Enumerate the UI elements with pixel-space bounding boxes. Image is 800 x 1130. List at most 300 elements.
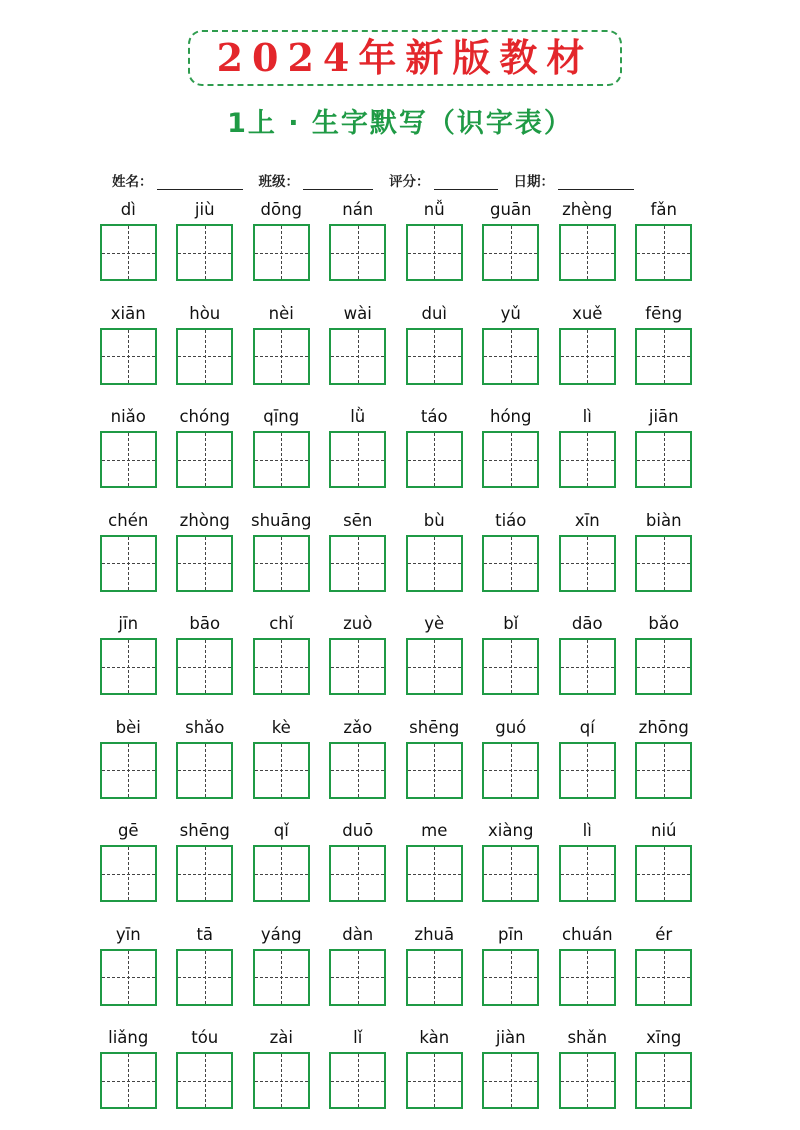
box-vertical-guide (434, 744, 435, 797)
box-vertical-guide (434, 537, 435, 590)
character-grid (100, 196, 700, 1128)
character-cell (177, 1024, 254, 1128)
writing-box[interactable] (482, 949, 539, 1006)
character-cell (636, 714, 713, 818)
box-vertical-guide (128, 1054, 129, 1107)
character-cell (330, 196, 407, 300)
writing-box[interactable] (482, 224, 539, 281)
box-vertical-guide (205, 226, 206, 279)
writing-box[interactable] (482, 431, 539, 488)
grid-row (100, 507, 700, 611)
character-cell (483, 300, 560, 404)
character-cell (406, 1024, 483, 1128)
writing-box[interactable] (253, 431, 310, 488)
character-cell (330, 300, 407, 404)
banner-title: 2024年新版教材 (216, 35, 594, 80)
box-vertical-guide (434, 330, 435, 383)
pinyin-label: lǐ (353, 1028, 363, 1047)
character-cell (483, 196, 560, 300)
pinyin-label: chóng (179, 407, 231, 426)
character-cell (406, 196, 483, 300)
writing-box[interactable] (482, 1052, 539, 1109)
pinyin-label: fǎn (650, 200, 677, 219)
pinyin-label: tiáo (495, 510, 527, 530)
box-vertical-guide (511, 951, 512, 1004)
box-vertical-guide (511, 640, 512, 693)
character-cell (330, 921, 407, 1025)
character-cell (100, 403, 177, 507)
character-cell (636, 610, 713, 714)
box-vertical-guide (664, 1054, 665, 1107)
title-banner (188, 30, 622, 86)
writing-box[interactable] (406, 431, 463, 488)
writing-box[interactable] (100, 224, 157, 281)
class-blank-line (303, 175, 373, 190)
writing-box[interactable] (253, 328, 310, 385)
writing-box[interactable] (253, 949, 310, 1006)
writing-box[interactable] (406, 845, 463, 902)
box-vertical-guide (664, 537, 665, 590)
pinyin-label: jiān (648, 407, 679, 426)
writing-box[interactable] (482, 845, 539, 902)
character-cell (100, 714, 177, 818)
box-vertical-guide (358, 226, 359, 279)
box-vertical-guide (587, 951, 588, 1004)
writing-box[interactable] (100, 431, 157, 488)
box-vertical-guide (205, 640, 206, 693)
grid-row (100, 1024, 700, 1128)
writing-box[interactable] (559, 1052, 616, 1109)
box-vertical-guide (587, 847, 588, 900)
pinyin-label: me (421, 821, 448, 840)
pinyin-label: dì (120, 200, 136, 219)
pinyin-label: xiān (110, 303, 146, 323)
character-cell (330, 507, 407, 611)
name-field (112, 170, 243, 190)
box-vertical-guide (358, 744, 359, 797)
date-field (514, 170, 635, 190)
pinyin-label: shēng (179, 821, 230, 840)
pinyin-label: bāo (189, 614, 221, 633)
writing-box[interactable] (635, 328, 692, 385)
character-cell (330, 1024, 407, 1128)
pinyin-label: nèi (268, 303, 294, 323)
box-vertical-guide (205, 330, 206, 383)
writing-box[interactable] (482, 742, 539, 799)
pinyin-label: tā (196, 924, 214, 944)
box-vertical-guide (511, 847, 512, 900)
box-vertical-guide (434, 640, 435, 693)
class-label: 班级： (258, 174, 299, 190)
box-vertical-guide (128, 847, 129, 900)
character-cell (636, 1024, 713, 1128)
character-cell (559, 1024, 636, 1128)
box-vertical-guide (664, 226, 665, 279)
pinyin-label: yīn (115, 924, 141, 944)
box-vertical-guide (664, 640, 665, 693)
pinyin-label: pīn (497, 924, 524, 944)
writing-box[interactable] (329, 949, 386, 1006)
character-cell (177, 817, 254, 921)
pinyin-label: zhòng (179, 510, 230, 530)
box-vertical-guide (358, 847, 359, 900)
writing-box[interactable] (253, 742, 310, 799)
writing-box[interactable] (100, 949, 157, 1006)
box-vertical-guide (434, 226, 435, 279)
date-blank-line (558, 175, 634, 190)
box-vertical-guide (511, 537, 512, 590)
box-vertical-guide (358, 640, 359, 693)
pinyin-label: xiàng (488, 821, 534, 840)
character-cell (253, 817, 330, 921)
writing-box[interactable] (406, 1052, 463, 1109)
writing-box[interactable] (176, 535, 233, 592)
character-cell (177, 921, 254, 1025)
box-vertical-guide (511, 1054, 512, 1107)
character-cell (100, 1024, 177, 1128)
box-vertical-guide (128, 537, 129, 590)
writing-box[interactable] (559, 638, 616, 695)
writing-box[interactable] (406, 328, 463, 385)
character-cell (406, 610, 483, 714)
box-vertical-guide (281, 951, 282, 1004)
box-vertical-guide (664, 951, 665, 1004)
character-cell (406, 921, 483, 1025)
box-vertical-guide (128, 744, 129, 797)
box-vertical-guide (434, 847, 435, 900)
student-info-row (112, 166, 672, 190)
pinyin-label: xīng (646, 1028, 682, 1047)
box-vertical-guide (205, 1054, 206, 1107)
box-vertical-guide (587, 1054, 588, 1107)
pinyin-label: hóng (490, 407, 532, 426)
writing-box[interactable] (100, 1052, 157, 1109)
writing-box[interactable] (176, 949, 233, 1006)
box-vertical-guide (205, 433, 206, 486)
pinyin-label: chén (108, 510, 149, 530)
writing-box[interactable] (635, 431, 692, 488)
pinyin-label: gē (117, 821, 139, 840)
character-cell (177, 714, 254, 818)
pinyin-label: yǔ (500, 303, 521, 323)
pinyin-label: bèi (115, 717, 141, 737)
pinyin-label: chuán (561, 924, 613, 944)
character-cell (559, 714, 636, 818)
writing-box[interactable] (329, 535, 386, 592)
box-vertical-guide (587, 433, 588, 486)
box-vertical-guide (587, 537, 588, 590)
writing-box[interactable] (253, 224, 310, 281)
box-vertical-guide (511, 744, 512, 797)
writing-box[interactable] (635, 535, 692, 592)
writing-box[interactable] (482, 328, 539, 385)
pinyin-label: yè (424, 614, 445, 633)
pinyin-label: dōng (260, 200, 302, 219)
writing-box[interactable] (406, 535, 463, 592)
pinyin-label: zhèng (562, 200, 613, 219)
pinyin-label: lì (582, 407, 592, 426)
pinyin-label: guó (495, 717, 527, 737)
pinyin-label: jiàn (495, 1028, 526, 1047)
character-cell (483, 1024, 560, 1128)
score-label: 评分： (389, 174, 430, 190)
box-vertical-guide (664, 433, 665, 486)
name-label: 姓名： (112, 174, 153, 190)
character-cell (483, 714, 560, 818)
pinyin-label: qí (579, 717, 595, 737)
pinyin-label: guān (490, 200, 532, 219)
pinyin-label: zhōng (638, 717, 689, 737)
page-subtitle: 1上 · 生字默写（识字表） (227, 108, 573, 139)
pinyin-label: lǜ (350, 407, 366, 426)
box-vertical-guide (358, 1054, 359, 1107)
character-cell (406, 300, 483, 404)
character-cell (483, 403, 560, 507)
character-cell (253, 1024, 330, 1128)
pinyin-label: shuāng (250, 510, 312, 530)
pinyin-label: shǎn (567, 1028, 608, 1047)
box-vertical-guide (128, 951, 129, 1004)
character-cell (636, 300, 713, 404)
character-cell (330, 610, 407, 714)
writing-box[interactable] (329, 638, 386, 695)
character-cell (406, 817, 483, 921)
name-blank-line (157, 175, 243, 190)
pinyin-label: zǎo (343, 717, 373, 737)
box-vertical-guide (281, 330, 282, 383)
character-cell (250, 507, 330, 611)
character-cell (253, 300, 330, 404)
writing-box[interactable] (406, 742, 463, 799)
writing-box[interactable] (176, 224, 233, 281)
character-cell (483, 610, 560, 714)
character-cell (100, 921, 177, 1025)
box-vertical-guide (128, 640, 129, 693)
writing-box[interactable] (100, 742, 157, 799)
pinyin-label: jiù (194, 200, 215, 219)
writing-box[interactable] (559, 431, 616, 488)
character-cell (406, 507, 483, 611)
box-vertical-guide (434, 433, 435, 486)
box-vertical-guide (281, 1054, 282, 1107)
box-vertical-guide (128, 226, 129, 279)
pinyin-label: zhuā (414, 924, 455, 944)
character-cell (483, 507, 560, 611)
pinyin-label: sēn (343, 510, 373, 530)
pinyin-label: biàn (645, 510, 682, 530)
character-cell (177, 610, 254, 714)
writing-box[interactable] (559, 328, 616, 385)
character-cell (177, 507, 254, 611)
box-vertical-guide (664, 330, 665, 383)
character-cell (253, 610, 330, 714)
pinyin-label: yáng (260, 924, 302, 944)
writing-box[interactable] (406, 949, 463, 1006)
pinyin-label: táo (420, 407, 448, 426)
box-vertical-guide (128, 330, 129, 383)
writing-box[interactable] (329, 224, 386, 281)
writing-box[interactable] (635, 742, 692, 799)
grid-row (100, 714, 700, 818)
pinyin-label: fēng (645, 303, 683, 323)
writing-box[interactable] (329, 431, 386, 488)
writing-box[interactable] (176, 845, 233, 902)
grid-row (100, 300, 700, 404)
box-vertical-guide (281, 433, 282, 486)
pinyin-label: duì (421, 303, 447, 323)
character-cell (406, 714, 483, 818)
pinyin-label: kè (271, 717, 291, 737)
pinyin-label: jīn (118, 614, 139, 633)
character-cell (559, 817, 636, 921)
character-cell (253, 403, 330, 507)
box-vertical-guide (587, 226, 588, 279)
writing-box[interactable] (329, 845, 386, 902)
class-field (259, 170, 374, 190)
pinyin-label: dàn (342, 924, 374, 944)
writing-box[interactable] (100, 845, 157, 902)
character-cell (330, 403, 407, 507)
character-cell (253, 714, 330, 818)
grid-row (100, 610, 700, 714)
pinyin-label: niǎo (110, 407, 146, 426)
character-cell (177, 196, 254, 300)
writing-box[interactable] (329, 1052, 386, 1109)
pinyin-label: lì (582, 821, 592, 840)
pinyin-label: xuě (572, 303, 603, 323)
character-cell (253, 196, 330, 300)
character-cell (406, 403, 483, 507)
character-cell (483, 921, 560, 1025)
box-vertical-guide (434, 1054, 435, 1107)
pinyin-label: dāo (571, 614, 603, 633)
character-cell (636, 921, 713, 1025)
writing-box[interactable] (100, 638, 157, 695)
box-vertical-guide (587, 744, 588, 797)
character-cell (483, 817, 560, 921)
box-vertical-guide (205, 847, 206, 900)
writing-box[interactable] (329, 742, 386, 799)
character-cell (253, 921, 330, 1025)
character-cell (559, 921, 636, 1025)
box-vertical-guide (664, 744, 665, 797)
writing-box[interactable] (635, 224, 692, 281)
writing-box[interactable] (329, 328, 386, 385)
writing-box[interactable] (176, 328, 233, 385)
box-vertical-guide (205, 744, 206, 797)
pinyin-label: kàn (419, 1028, 450, 1047)
character-cell (636, 817, 713, 921)
box-vertical-guide (281, 847, 282, 900)
writing-box[interactable] (559, 535, 616, 592)
score-blank-line (434, 175, 498, 190)
box-vertical-guide (587, 330, 588, 383)
box-vertical-guide (281, 744, 282, 797)
pinyin-label: zuò (343, 614, 373, 633)
writing-box[interactable] (482, 638, 539, 695)
box-vertical-guide (281, 537, 282, 590)
pinyin-label: tóu (191, 1028, 219, 1047)
writing-box[interactable] (559, 845, 616, 902)
box-vertical-guide (434, 951, 435, 1004)
writing-box[interactable] (100, 328, 157, 385)
character-cell (100, 300, 177, 404)
pinyin-label: shǎo (185, 717, 225, 737)
box-vertical-guide (358, 433, 359, 486)
grid-row (100, 817, 700, 921)
character-cell (559, 300, 636, 404)
character-cell (559, 507, 636, 611)
writing-box[interactable] (176, 742, 233, 799)
character-cell (100, 196, 177, 300)
writing-box[interactable] (176, 638, 233, 695)
pinyin-label: liǎng (108, 1028, 149, 1047)
writing-box[interactable] (176, 431, 233, 488)
character-cell (636, 196, 713, 300)
grid-row (100, 921, 700, 1025)
writing-box[interactable] (253, 535, 310, 592)
pinyin-label: shēng (409, 717, 460, 737)
box-vertical-guide (511, 433, 512, 486)
writing-box[interactable] (406, 224, 463, 281)
writing-box[interactable] (253, 845, 310, 902)
character-cell (559, 403, 636, 507)
character-cell (330, 714, 407, 818)
box-vertical-guide (587, 640, 588, 693)
character-cell (636, 403, 713, 507)
box-vertical-guide (128, 433, 129, 486)
writing-box[interactable] (635, 1052, 692, 1109)
writing-box[interactable] (559, 742, 616, 799)
pinyin-label: niú (651, 821, 677, 840)
pinyin-label: bǐ (503, 614, 519, 633)
writing-box[interactable] (559, 949, 616, 1006)
pinyin-label: hòu (189, 303, 221, 323)
writing-box[interactable] (635, 638, 692, 695)
character-cell (330, 817, 407, 921)
pinyin-label: nǚ (423, 200, 445, 219)
writing-box[interactable] (253, 1052, 310, 1109)
character-cell (100, 817, 177, 921)
box-vertical-guide (511, 330, 512, 383)
pinyin-label: xīn (574, 510, 600, 530)
character-cell (559, 196, 636, 300)
box-vertical-guide (205, 951, 206, 1004)
box-vertical-guide (358, 537, 359, 590)
writing-box[interactable] (176, 1052, 233, 1109)
box-vertical-guide (358, 951, 359, 1004)
pinyin-label: qǐ (273, 821, 289, 840)
writing-box[interactable] (635, 949, 692, 1006)
writing-box[interactable] (253, 638, 310, 695)
writing-box[interactable] (482, 535, 539, 592)
score-field (389, 170, 498, 190)
pinyin-label: wài (343, 303, 372, 323)
date-label: 日期： (513, 174, 554, 190)
character-cell (177, 403, 254, 507)
grid-row (100, 403, 700, 507)
grid-row (100, 196, 700, 300)
writing-box[interactable] (406, 638, 463, 695)
pinyin-label: nán (342, 200, 374, 219)
character-cell (636, 507, 713, 611)
writing-box[interactable] (559, 224, 616, 281)
box-vertical-guide (281, 640, 282, 693)
writing-box[interactable] (635, 845, 692, 902)
pinyin-label: qīng (263, 407, 300, 426)
writing-box[interactable] (100, 535, 157, 592)
pinyin-label: bù (423, 510, 445, 530)
